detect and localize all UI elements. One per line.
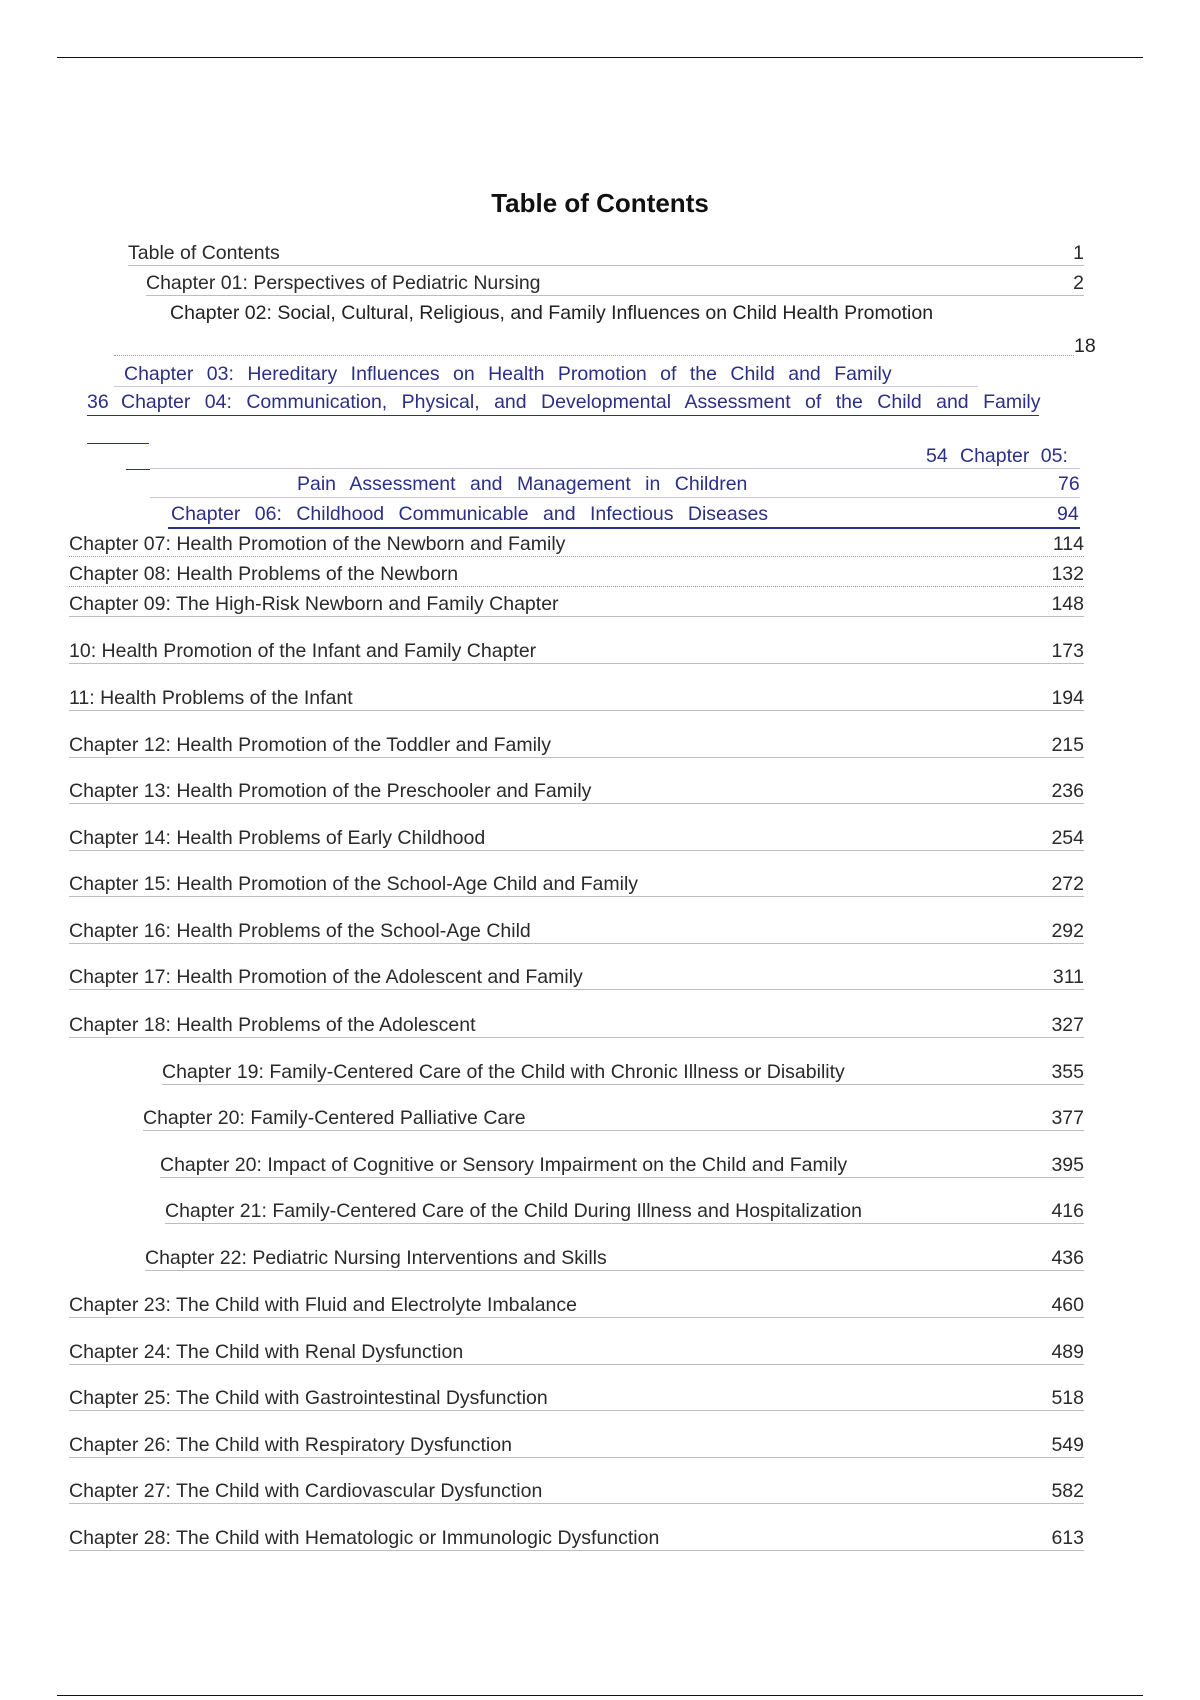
toc-entry-page: 327 (1051, 1014, 1084, 1036)
toc-entry-chapter-15[interactable] (69, 872, 1084, 897)
toc-entry-page: 272 (1051, 873, 1084, 895)
toc-entry-chapter-11[interactable] (69, 686, 1084, 711)
toc-entry-chapter-05-title[interactable] (297, 472, 747, 496)
toc-link-underline (126, 469, 150, 470)
toc-entry-page: 489 (1051, 1341, 1084, 1363)
toc-entry-title: Chapter 17: Health Promotion of the Adolescent and Family (69, 966, 583, 988)
toc-entry-page: 311 (1052, 966, 1084, 988)
toc-entry-chapter-18[interactable] (69, 1013, 1084, 1038)
toc-entry-title: Chapter 03: Hereditary Influences on Health Promotion of the Child and Family (124, 363, 892, 385)
toc-link-underline (168, 527, 1080, 529)
toc-entry-chapter-05-page[interactable]: 76 (1058, 473, 1080, 495)
toc-entry-chapter-17[interactable] (69, 965, 1084, 990)
toc-entry-chapter-20-impairment[interactable] (160, 1153, 1084, 1178)
toc-entry-page: 2 (1073, 272, 1084, 294)
toc-entry-page: 254 (1051, 827, 1084, 849)
toc-link-underline (87, 415, 1039, 416)
toc-entry-page: 292 (1051, 920, 1084, 942)
toc-entry-page: 518 (1051, 1387, 1084, 1409)
toc-entry-title: Chapter 16: Health Problems of the School-Age Child (69, 920, 531, 942)
toc-entry-chapter-06-page[interactable]: 94 (1057, 503, 1079, 525)
toc-entry-page: 582 (1051, 1480, 1084, 1502)
toc-entry-chapter-21[interactable] (165, 1199, 1084, 1224)
toc-entry-page: 173 (1051, 640, 1084, 662)
toc-entry-chapter-20-palliative[interactable] (143, 1106, 1084, 1131)
toc-entry-chapter-25[interactable] (69, 1386, 1084, 1411)
toc-entry-chapter-04-title[interactable] (121, 390, 1041, 414)
toc-entry-title: Chapter 27: The Child with Cardiovascular Dysfunction (69, 1480, 543, 1502)
toc-entry-title: Pain Assessment and Management in Children (297, 473, 748, 495)
toc-entry-title: Chapter 06: Childhood Communicable and Infectious Diseases (171, 503, 769, 525)
toc-entry-chapter-12[interactable] (69, 733, 1084, 758)
toc-link-underline (114, 386, 978, 387)
toc-entry-chapter-02-title[interactable]: Chapter 02: Social, Cultural, Religious, and Family Influences on Child Health Promotion (170, 302, 934, 324)
toc-entry-title: Chapter 07: Health Promotion of the Newborn and Family (69, 533, 566, 555)
toc-entry-title: Chapter 14: Health Problems of Early Childhood (69, 827, 486, 849)
toc-entry-page: 236 (1051, 780, 1084, 802)
toc-entry-title: Chapter 01: Perspectives of Pediatric Nursing (146, 272, 541, 294)
toc-link-underline (150, 497, 1080, 498)
toc-entry-chapter-28[interactable] (69, 1526, 1084, 1551)
toc-entry-title: Chapter 21: Family-Centered Care of the Child During Illness and Hospitalization (165, 1200, 862, 1222)
toc-entry-page: 549 (1051, 1434, 1084, 1456)
toc-entry-chapter-03-title[interactable] (124, 362, 978, 386)
toc-entry-title: Chapter 20: Impact of Cognitive or Sensory Impairment on the Child and Family (160, 1154, 848, 1176)
page-title: Table of Contents (491, 188, 709, 218)
toc-entry-title: Chapter 23: The Child with Fluid and Electrolyte Imbalance (69, 1294, 577, 1316)
toc-entry-chapter-26[interactable] (69, 1433, 1084, 1458)
toc-entry-chapter-06-title[interactable] (171, 502, 768, 526)
toc-entry-page: 416 (1051, 1200, 1084, 1222)
toc-entry-page: 132 (1051, 563, 1084, 585)
toc-entry-page: 436 (1051, 1247, 1084, 1269)
toc-entry-title: Chapter 04: Communication, Physical, and Developmental Assessment of the Child and Family (121, 391, 1041, 413)
toc-entry-table-of-contents[interactable] (128, 241, 1084, 266)
toc-entry-chapter-24[interactable] (69, 1340, 1084, 1365)
toc-entry-title: Chapter 18: Health Problems of the Adolescent (69, 1014, 476, 1036)
toc-entry-title: Chapter 24: The Child with Renal Dysfunction (69, 1341, 464, 1363)
toc-entry-title: Chapter 19: Family-Centered Care of the Child with Chronic Illness or Disability (162, 1061, 845, 1083)
toc-entry-chapter-03-page[interactable]: 36 (87, 391, 109, 413)
toc-entry-chapter-08[interactable] (69, 562, 1084, 587)
toc-entry-chapter-16[interactable] (69, 919, 1084, 944)
toc-entry-chapter-04-page[interactable]: 54 (926, 445, 948, 467)
toc-entry-title: 10: Health Promotion of the Infant and Family Chapter (69, 640, 537, 662)
toc-entry-page: 355 (1051, 1061, 1084, 1083)
toc-entry-chapter-19[interactable] (162, 1060, 1084, 1085)
toc-entry-page: 613 (1051, 1527, 1084, 1549)
toc-entry-title: Chapter 15: Health Promotion of the School-Age Child and Family (69, 873, 639, 895)
toc-entry-title: Chapter 25: The Child with Gastrointestinal Dysfunction (69, 1387, 548, 1409)
toc-entry-page: 460 (1051, 1294, 1084, 1316)
toc-entry-page: 215 (1051, 734, 1084, 756)
toc-entry-chapter-01[interactable] (146, 271, 1084, 296)
toc-entry-title: Chapter 09: The High-Risk Newborn and Family Chapter (69, 593, 559, 615)
header-rule (57, 57, 1143, 58)
toc-entry-page: 148 (1051, 593, 1084, 615)
toc-entry-page: 114 (1052, 533, 1084, 555)
toc-link-underline (87, 443, 149, 444)
toc-entry-title: Chapter 22: Pediatric Nursing Interventions and Skills (145, 1247, 607, 1269)
toc-entry-title: Chapter 12: Health Promotion of the Toddler and Family (69, 734, 551, 756)
toc-entry-title: Chapter 13: Health Promotion of the Preschooler and Family (69, 780, 592, 802)
toc-entry-chapter-07[interactable] (69, 532, 1084, 557)
toc-entry-chapter-14[interactable] (69, 826, 1084, 851)
footer-rule (57, 1695, 1143, 1696)
toc-entry-page: 395 (1051, 1154, 1084, 1176)
toc-entry-chapter-05-prefix[interactable] (960, 444, 1068, 468)
toc-entry-page: 194 (1051, 687, 1084, 709)
toc-entry-chapter-27[interactable] (69, 1479, 1084, 1504)
toc-entry-title: Chapter 08: Health Problems of the Newborn (69, 563, 459, 585)
toc-entry-chapter-09[interactable] (69, 592, 1084, 617)
toc-entry-title: Chapter 26: The Child with Respiratory Dysfunction (69, 1434, 512, 1456)
toc-entry-chapter-10[interactable] (69, 639, 1084, 664)
toc-entry-chapter-02-page[interactable]: 18 (1074, 335, 1096, 357)
toc-entry-page: 1 (1073, 242, 1084, 264)
toc-link-underline (150, 468, 1080, 469)
toc-entry-title-prefix: Chapter 05: (960, 445, 1068, 467)
toc-entry-title: 11: Health Problems of the Infant (69, 687, 353, 709)
toc-entry-page: 377 (1051, 1107, 1084, 1129)
toc-entry-title: Chapter 20: Family-Centered Palliative Care (143, 1107, 526, 1129)
toc-entry-title: Chapter 28: The Child with Hematologic or Immunologic Dysfunction (69, 1527, 660, 1549)
toc-entry-title: Table of Contents (128, 242, 280, 264)
toc-entry-chapter-22[interactable] (145, 1246, 1084, 1271)
toc-entry-chapter-23[interactable] (69, 1293, 1084, 1318)
toc-entry-chapter-13[interactable] (69, 779, 1084, 804)
toc-leader-dotted (114, 355, 1074, 356)
